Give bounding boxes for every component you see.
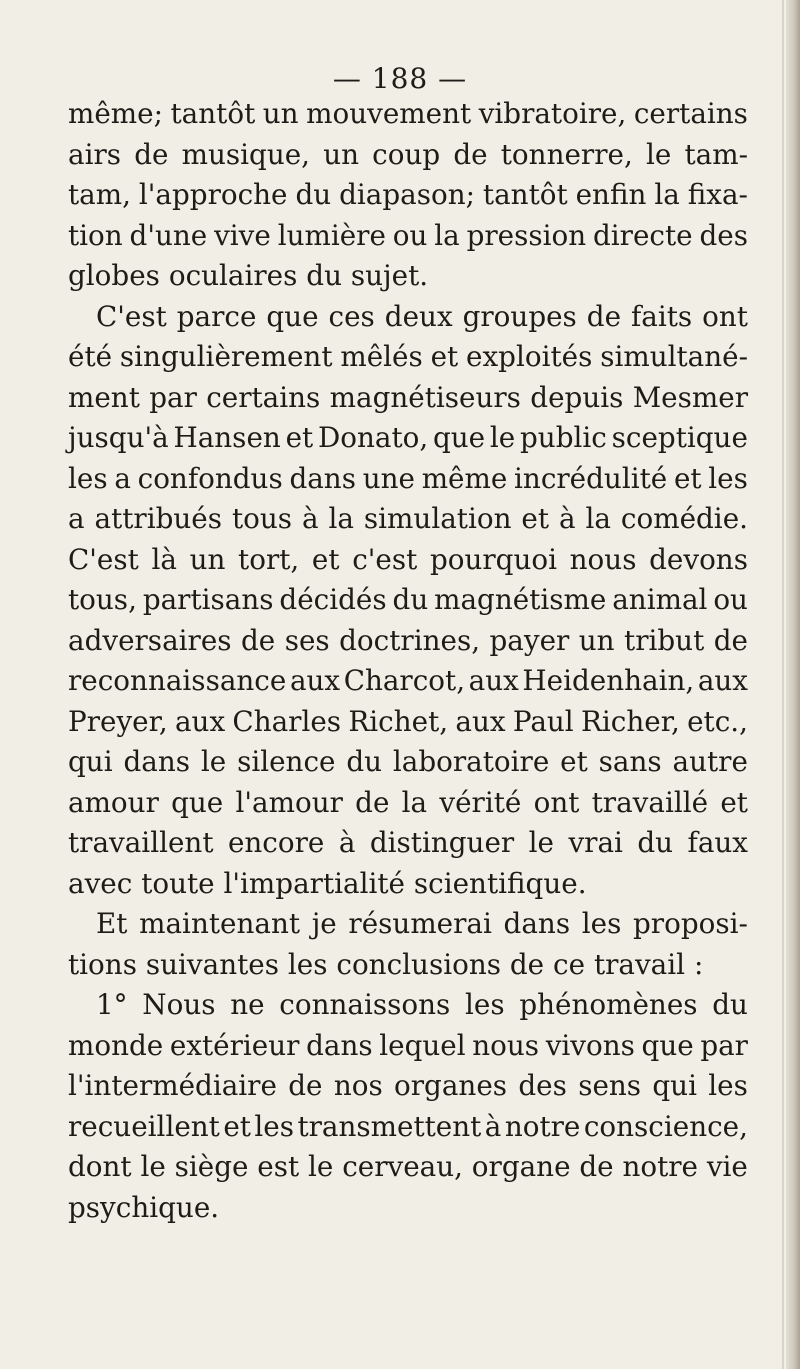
text-line: l'intermédiaire de nos organes des sens qui les: [68, 1069, 748, 1102]
text-line: travaillent encore à distinguer le vrai du faux: [68, 826, 748, 859]
text-line: qui dans le silence du laboratoire et sans autre: [68, 745, 748, 778]
text-line: ment par certains magnétiseurs depuis Mesmer: [68, 380, 748, 414]
text-line: Preyer, aux Charles Richet, aux Paul Richer, etc.,: [68, 704, 748, 738]
body-text: [68, 94, 748, 1228]
text-line: adversaires de ses doctrines, payer un tribut de: [68, 623, 748, 657]
text-line: dont le siège est le cerveau, organe de notre vie: [68, 1150, 748, 1183]
text-line: amour que l'amour de la vérité ont travaillé et: [68, 785, 748, 819]
text-line: globes oculaires du sujet.: [68, 259, 429, 292]
text-line: C'est là un tort, et c'est pourquoi nous devons: [68, 542, 748, 576]
text-line: Et maintenant je résumerai dans les proposi-: [96, 907, 748, 940]
text-line: monde extérieur dans lequel nous vivons que par: [68, 1028, 748, 1062]
text-line: avec toute l'impartialité scientifique.: [68, 866, 587, 900]
text-line: tam, l'approche du diapason; tantôt enfin la fixa-: [68, 178, 748, 211]
text-line: C'est parce que ces deux groupes de faits ont: [96, 299, 748, 333]
text-line: recueillent et les transmettent à notre conscience,: [68, 1109, 748, 1143]
text-line: psychique.: [68, 1190, 220, 1224]
text-line: tous, partisans décidés du magnétisme animal ou: [68, 583, 748, 616]
text-line: airs de musique, un coup de tonnerre, le tam-: [68, 137, 748, 171]
text-line: jusqu'à Hansen et Donato, que le public sceptique: [68, 421, 748, 454]
text-line: les a confondus dans une même incrédulité et les: [68, 461, 748, 495]
text-line: a attribués tous à la simulation et à la comédie.: [68, 502, 748, 535]
text-line: 1° Nous ne connaissons les phénomènes du: [96, 988, 748, 1021]
text-line: reconnaissance aux Charcot, aux Heidenhain, aux: [68, 664, 748, 697]
page-edge-shadow: [782, 0, 784, 1369]
text-line: même; tantôt un mouvement vibratoire, certains: [68, 97, 748, 130]
text-line: été singulièrement mêlés et exploités simultané-: [68, 340, 748, 373]
page-number-header: — 188 —: [332, 62, 468, 95]
page-edge: [786, 0, 800, 1369]
text-line: tions suivantes les conclusions de ce travail :: [68, 947, 704, 981]
text-line: tion d'une vive lumière ou la pression directe des: [68, 218, 748, 252]
